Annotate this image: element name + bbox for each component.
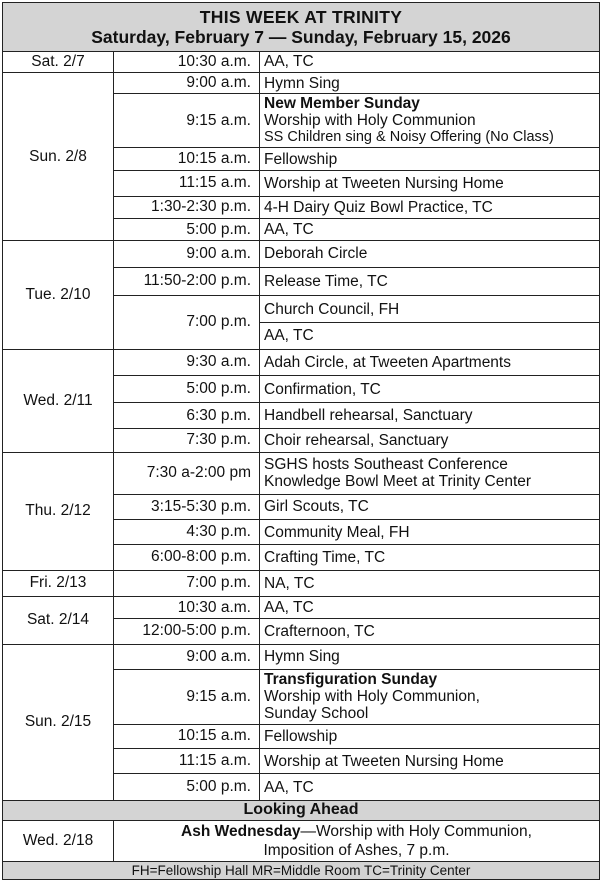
event-line: SS Children sing & Noisy Offering (No Class): [264, 129, 554, 146]
day-label: Wed. 2/11: [3, 349, 114, 452]
event-description: [260, 218, 600, 240]
event-description: [260, 453, 600, 495]
event-line: AA, TC: [264, 778, 314, 796]
event-time: 1:30-2:30 p.m.: [114, 196, 260, 218]
event-line: Deborah Circle: [264, 245, 368, 263]
event-line: Sunday School: [264, 705, 369, 723]
event-line: Worship at Tweeten Nursing Home: [264, 174, 504, 192]
event-line: Fellowship: [264, 150, 338, 168]
event-time: 10:30 a.m.: [114, 597, 260, 619]
event-description: [260, 349, 600, 375]
event-description: [260, 51, 600, 72]
event-line: Crafternoon, TC: [264, 622, 375, 640]
abbreviation-legend: FH=Fellowship Hall MR=Middle Room TC=Trinity Center: [3, 861, 600, 879]
event-description: [260, 196, 600, 218]
event-line: AA, TC: [264, 221, 314, 239]
event-line: Crafting Time, TC: [264, 548, 386, 566]
event-time: 7:30 a-2:00 pm: [114, 453, 260, 495]
schedule-row: [3, 453, 600, 495]
event-line: Adah Circle, at Tweeten Apartments: [264, 353, 511, 371]
event-description: [260, 147, 600, 170]
event-line: Hymn Sing: [264, 74, 340, 92]
event-line: Worship at Tweeten Nursing Home: [264, 752, 504, 770]
event-heading: New Member Sunday: [264, 95, 420, 113]
event-time: 5:00 p.m.: [114, 376, 260, 403]
event-line: Knowledge Bowl Meet at Trinity Center: [264, 473, 532, 491]
event-time: 10:15 a.m.: [114, 724, 260, 748]
looking-ahead-event: [114, 821, 600, 862]
day-label: Wed. 2/18: [3, 821, 114, 862]
event-line: Worship with Holy Communion: [264, 112, 476, 130]
event-description: [260, 669, 600, 724]
event-time: 9:00 a.m.: [114, 241, 260, 267]
event-description: [260, 545, 600, 570]
schedule-row: [3, 72, 600, 93]
event-time: 9:00 a.m.: [114, 644, 260, 669]
schedule-row: [3, 644, 600, 669]
event-time: 9:15 a.m.: [114, 669, 260, 724]
schedule-header: [3, 3, 600, 52]
schedule-header-row: [3, 3, 600, 52]
event-line: Imposition of Ashes, 7 p.m.: [263, 841, 450, 859]
event-time: 9:30 a.m.: [114, 349, 260, 375]
event-time: 7:00 p.m.: [114, 570, 260, 596]
event-description: [260, 724, 600, 748]
schedule-date-range: Saturday, February 7 — Sunday, February 15, 2026: [91, 26, 511, 47]
event-description: [260, 72, 600, 93]
looking-ahead-heading: Looking Ahead: [3, 800, 600, 820]
event-description: [260, 376, 600, 403]
event-description: [260, 241, 600, 267]
day-label: Sun. 2/8: [3, 72, 114, 240]
event-time: 5:00 p.m.: [114, 218, 260, 240]
event-description: [260, 403, 600, 428]
event-time: 11:50-2:00 p.m.: [114, 267, 260, 295]
event-time: 11:15 a.m.: [114, 171, 260, 196]
event-description: [260, 171, 600, 196]
event-line: Community Meal, FH: [264, 523, 410, 541]
event-time: 6:30 p.m.: [114, 403, 260, 428]
event-description: [260, 644, 600, 669]
event-heading: Transfiguration Sunday: [264, 671, 438, 689]
schedule-title: THIS WEEK AT TRINITY: [199, 6, 403, 27]
looking-ahead-line: [118, 822, 595, 841]
event-description: [260, 428, 600, 452]
schedule-table: [2, 2, 600, 880]
schedule-row: [3, 570, 600, 596]
event-time: 10:30 a.m.: [114, 51, 260, 72]
schedule-row: [3, 241, 600, 267]
event-time: 9:15 a.m.: [114, 94, 260, 148]
day-label: Sun. 2/15: [3, 644, 114, 800]
event-description: [260, 597, 600, 619]
event-line: AA, TC: [264, 599, 314, 617]
event-line: SGHS hosts Southeast Conference: [264, 456, 508, 474]
event-time: 3:15-5:30 p.m.: [114, 494, 260, 519]
event-line: Worship with Holy Communion,: [264, 688, 480, 706]
event-description: [260, 295, 600, 322]
event-description: [260, 619, 600, 644]
event-time: 7:00 p.m.: [114, 295, 260, 349]
looking-ahead-header-row: [3, 800, 600, 820]
event-description: [260, 94, 600, 148]
event-time: 7:30 p.m.: [114, 428, 260, 452]
event-description: [260, 494, 600, 519]
event-line: Choir rehearsal, Sanctuary: [264, 431, 449, 449]
event-time: 5:00 p.m.: [114, 774, 260, 800]
event-time: 11:15 a.m.: [114, 749, 260, 774]
event-description: [260, 519, 600, 544]
event-line: Hymn Sing: [264, 648, 340, 666]
event-time: 6:00-8:00 p.m.: [114, 545, 260, 570]
event-description: [260, 323, 600, 349]
event-time: 12:00-5:00 p.m.: [114, 619, 260, 644]
day-label: Fri. 2/13: [3, 570, 114, 596]
event-line: Girl Scouts, TC: [264, 498, 369, 516]
event-description: [260, 774, 600, 800]
schedule-row: [3, 51, 600, 72]
event-line: Release Time, TC: [264, 272, 388, 290]
day-label: Tue. 2/10: [3, 241, 114, 349]
event-description: [260, 749, 600, 774]
legend-row: [3, 861, 600, 879]
event-line: Confirmation, TC: [264, 380, 381, 398]
looking-ahead-row: [3, 821, 600, 862]
event-line: 4-H Dairy Quiz Bowl Practice, TC: [264, 198, 493, 216]
event-heading: Ash Wednesday: [181, 822, 301, 840]
event-time: 4:30 p.m.: [114, 519, 260, 544]
event-description: [260, 267, 600, 295]
event-line: Handbell rehearsal, Sanctuary: [264, 407, 473, 425]
schedule-row: [3, 349, 600, 375]
event-line: —Worship with Holy Communion,: [300, 822, 532, 840]
event-line: NA, TC: [264, 574, 315, 592]
day-label: Sat. 2/14: [3, 597, 114, 645]
schedule-row: [3, 597, 600, 619]
event-time: 10:15 a.m.: [114, 147, 260, 170]
event-line: Fellowship: [264, 727, 338, 745]
event-time: 9:00 a.m.: [114, 72, 260, 93]
event-description: [260, 570, 600, 596]
event-line: AA, TC: [264, 53, 314, 71]
day-label: Thu. 2/12: [3, 453, 114, 571]
event-line: Church Council, FH: [264, 300, 400, 318]
event-line: AA, TC: [264, 327, 314, 345]
day-label: Sat. 2/7: [3, 51, 114, 72]
